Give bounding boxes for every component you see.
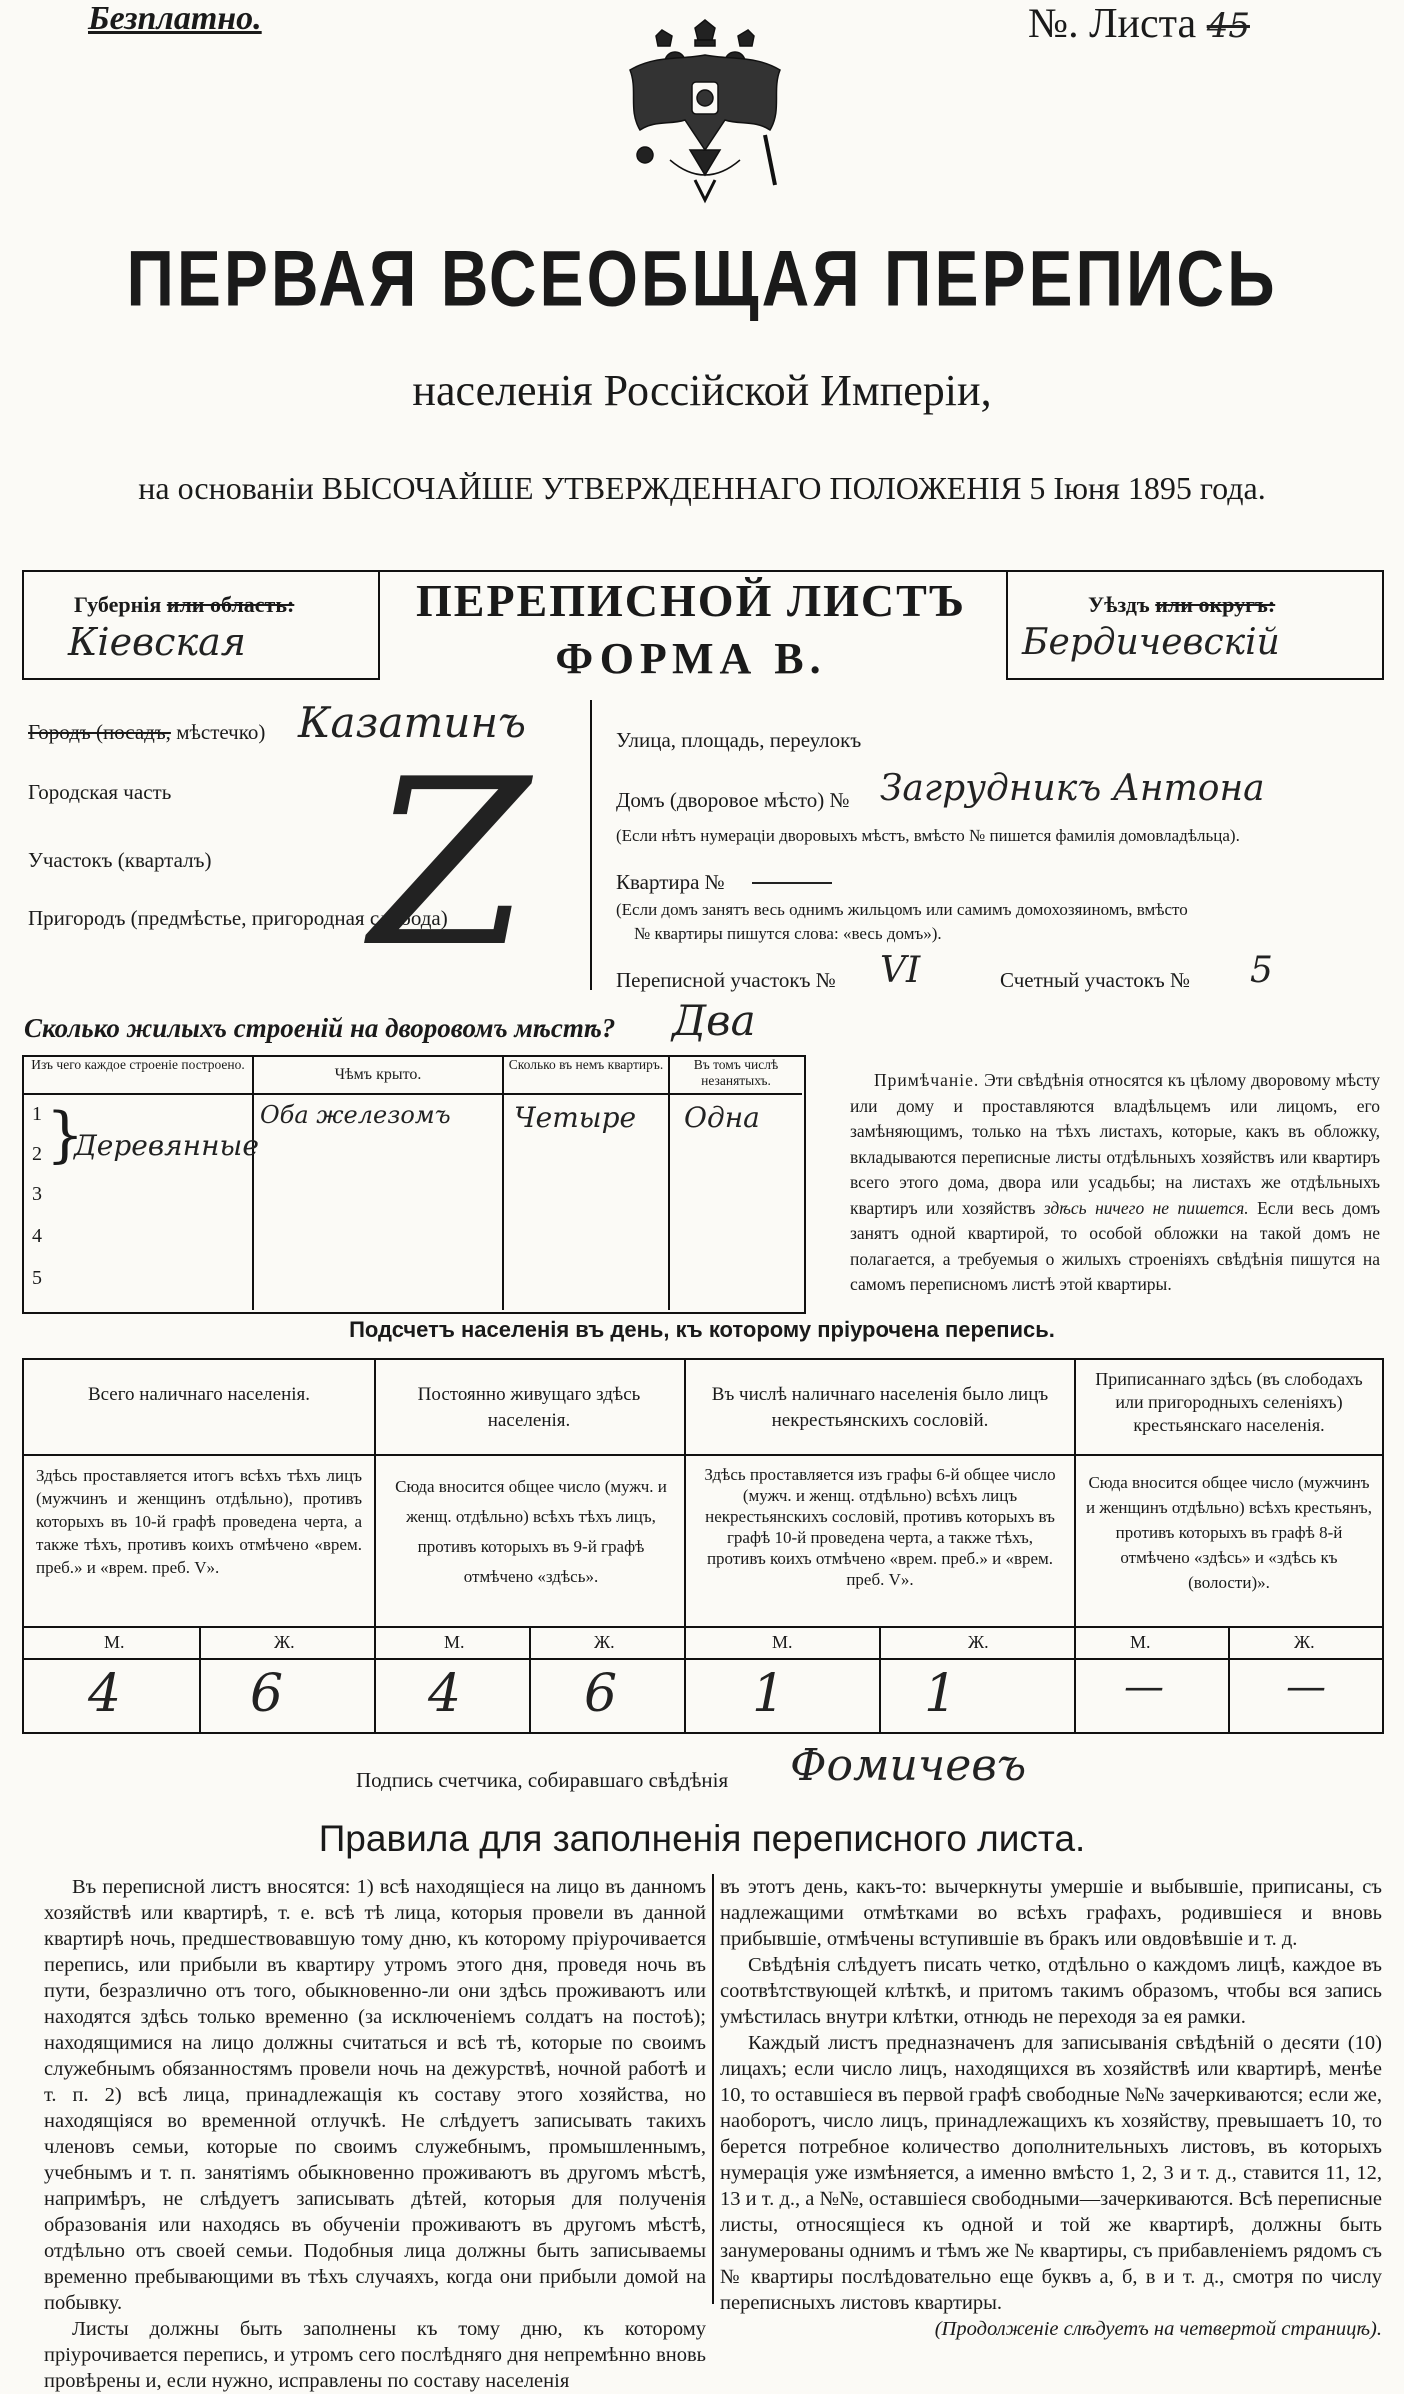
census-district-value: VI: [880, 950, 921, 991]
tally-m-label-2: М.: [444, 1632, 465, 1652]
tally-col-line-3: [1074, 1360, 1076, 1732]
main-title: ПЕРВАЯ ВСЕОБЩАЯ ПЕРЕПИСЬ: [126, 233, 1278, 323]
uezd-box: [1006, 570, 1384, 680]
subtitle: населенія Россійской Имперіи,: [412, 366, 992, 415]
rules-right-paragraph-3: Каждый листъ предназначенъ для записыванія свѣдѣній о десяти (10) лицахъ; если число лицъ, находящихся въ хозяйствѣ или квартирѣ, менѣе 10, то оставшіеся въ первой графѣ свободные №№ зачеркиваются; если же, наоборотъ, число лицъ, принадлежащихъ къ хозяйству, превышаетъ 10, то берется потребное количество дополнительныхъ листовъ, въ которыхъ нумерація уже измѣняется, а именно вмѣсто 1, 2, 3 и т. д., ставится 11, 12, 13 и т. д., а №№, оставшіеся свободными—зачеркиваются. Всѣ переписные листы, относящіеся къ одной и той же квартирѣ, должны быть занумерованы однимъ и тѣмъ же № квартиры, съ прибавленіемъ рядомъ съ № квартиры послѣдовательно еще буквъ а, б, в и т. д., смотря по числу переписныхъ листовъ квартиры.: [720, 2032, 1382, 2314]
apartment-dash: [752, 882, 832, 884]
rules-right-column: [720, 1874, 1382, 2342]
rules-divider: [712, 1874, 714, 2304]
city-line: [28, 720, 265, 745]
form-name: ПЕРЕПИСНОЙ ЛИСТЪ: [415, 575, 967, 626]
tally-permanent-m: 4: [428, 1664, 462, 1724]
buildings-answer: Два: [672, 996, 756, 1045]
building-roof: Оба железомъ: [260, 1101, 451, 1129]
buildings-table: [22, 1055, 806, 1314]
tally-f-label-3: Ж.: [968, 1632, 989, 1652]
rules-left-column: [44, 1874, 706, 2394]
tally-permanent-f: 6: [584, 1664, 618, 1724]
buildings-header-roof: Чѣмъ крыто.: [254, 1057, 504, 1095]
census-district-label: Переписной участокъ №: [616, 968, 836, 992]
free-label: Безплатно.: [88, 0, 262, 37]
basis-line: на основаніи ВЫСОЧАЙШЕ УТВЕРЖДЕННАГО ПОЛОЖЕНІЯ 5 Іюня 1895 года.: [138, 470, 1266, 506]
rules-continued: (Продолженіе слѣдуетъ на четвертой страницѣ).: [934, 2318, 1382, 2340]
city-part-label: Городская часть: [28, 780, 172, 804]
tally-f-label-4: Ж.: [1294, 1632, 1315, 1652]
note-block: [850, 1068, 1380, 1298]
building-apartments: Четыре: [514, 1101, 637, 1134]
buildings-question: Сколько жилыхъ строеній на дворовомъ мѣстѣ?: [24, 1013, 616, 1043]
rules-left-paragraph-2: Листы должны быть заполнены къ тому дню, къ которому пріурочивается перепись, и утромъ сего послѣдняго дня непремѣнно вновь провѣрены и, если нужно, исправлены по составу населенія: [44, 2318, 706, 2392]
building-material: Деревянные: [74, 1129, 259, 1162]
note-text-2: Если весь домъ занятъ одной квартирой, то особой обложки на такой домъ не полагается, а требуемыя о жилыхъ строеніяхъ свѣдѣнія пишутся на самомъ переписномъ листѣ этой квартиры.: [850, 1197, 1380, 1294]
tally-nonpeasant-f: 1: [924, 1664, 958, 1724]
uezd-label-line: [1088, 592, 1275, 618]
tally-f-label-1: Ж.: [274, 1632, 295, 1652]
row-number-2: 2: [32, 1143, 42, 1165]
coat-of-arms-eagle-icon: [600, 0, 810, 210]
tally-desc-line: [24, 1626, 1382, 1628]
gubernia-box: [22, 570, 380, 680]
tally-peasant-m: —: [1124, 1664, 1164, 1710]
rules-right-paragraph-1: въ этотъ день, какъ-то: вычеркнуты умершіе и выбывшіе, приписаны, съ надлежащими отмѣтками во всѣхъ графахъ, родившіеся и вновь прибывшіе, отмѣчены вступившіе въ бракъ или овдовѣвшіе и т. д.: [720, 1876, 1382, 1950]
tally-heading-permanent: Постоянно живущаго здѣсь населенія.: [417, 1384, 641, 1431]
signature-value: Фомичевъ: [790, 1740, 1027, 1791]
tally-total-m: 4: [88, 1664, 122, 1724]
tally-heading-peasant: Приписаннаго здѣсь (въ слободахъ или пригородныхъ селеніяхъ) крестьянскаго населенія.: [1095, 1369, 1363, 1435]
tally-peasant-f: —: [1286, 1664, 1326, 1710]
tally-nonpeasant-m: 1: [752, 1664, 786, 1724]
tally-desc-total: Здѣсь проставляется итогъ всѣхъ тѣхъ лицъ (мужчинъ и женщинъ отдѣльно), противъ которыхъ въ 10-й графѣ проведена черта, а также тѣхъ, противъ коихъ отмѣчено «врем. преб.» и «врем. преб. V».: [36, 1466, 362, 1577]
row-number-3: 3: [32, 1183, 42, 1205]
tally-m-label-1: М.: [104, 1632, 125, 1652]
buildings-header-vacant: Въ томъ числѣ незанятыхъ.: [670, 1057, 802, 1095]
rules-left-paragraph-1: Въ переписной листъ вносятся: 1) всѣ находящіеся на лицо въ данномъ хозяйствѣ или квартирѣ, т. е. всѣ тѣ лица, которыя провели въ данной квартирѣ ночь, предшествовавшую тому дню, къ которому пріурочивается перепись, или прибыли въ квартиру утромъ этого дня, проведя ночь въ пути, безразлично отъ того, обыкновенно-ли они здѣсь проживаютъ или находятся здѣсь только временно (за исключеніемъ солдатъ на постоѣ); находящимися на лицо должны считаться и всѣ тѣ, которые по своимъ служебнымъ обязанностямъ провели ночь на дежурствѣ, ночной работѣ и т. п. 2) всѣ лица, принадлежащія къ составу этого хозяйства, но находящіяся во временной отлучкѣ. Не слѣдуетъ записывать такихъ членовъ семьи, которые по своимъ служебнымъ, промышленнымъ, учебнымъ и т. п. занятіямъ обыкновенно проживаютъ въ другомъ мѣстѣ, напримѣръ, не слѣдуетъ записывать дѣтей, которыя для полученія образованія или находясь въ обученіи проживаютъ въ другомъ мѣстѣ, отдѣльно отъ своей семьи. Подобныя лица должны быть записываемы временно пребывающими въ тѣхъ случаяхъ, когда они прибыли домой на побывку.: [44, 1876, 706, 2314]
sheet-number: [1028, 0, 1250, 48]
row-number-1: 1: [32, 1103, 42, 1125]
gubernia-label-line: [74, 592, 294, 618]
tally-desc-peasant: Сюда вносится общее число (мужчинъ и женщинъ отдѣльно) всѣхъ крестьянъ, противъ которыхъ въ графѣ 8-й отмѣчено «здѣсь» и «здѣсь къ (волости)».: [1086, 1473, 1372, 1592]
uezd-label: Уѣздъ: [1088, 592, 1150, 617]
district-label: Участокъ (кварталъ): [28, 848, 212, 872]
tally-split-4: [1228, 1626, 1230, 1732]
tally-header-line: [24, 1454, 1382, 1456]
note-text-italic: здѣсь ничего не пишется.: [1043, 1197, 1249, 1218]
gubernia-strike: или область:: [166, 592, 295, 617]
house-value: Загрудникъ Антона: [880, 768, 1265, 809]
row-number-4: 4: [32, 1225, 42, 1247]
row-number-5: 5: [32, 1267, 42, 1289]
buildings-col-line-1: [252, 1093, 254, 1310]
tally-split-1: [199, 1626, 201, 1732]
city-strike: Городъ (посадъ,: [28, 720, 171, 744]
rules-right-paragraph-2: Свѣдѣнія слѣдуетъ писать четко, отдѣльно о каждомъ лицѣ, каждое въ соотвѣтствующей клѣткѣ, и притомъ такимъ образомъ, чтобы вся запись умѣстилась внутри клѣтки, отнюдь не переходя за ея рамки.: [720, 1954, 1382, 2028]
uezd-strike: или округъ:: [1155, 592, 1276, 617]
city-value: Казатинъ: [298, 698, 527, 747]
gubernia-value: Кіевская: [68, 620, 246, 664]
tally-m-label-3: М.: [772, 1632, 793, 1652]
building-vacant: Одна: [684, 1101, 760, 1134]
rules-title: Правила для заполненія переписного листа.: [318, 1818, 1086, 1859]
tally-heading-total: Всего наличнаго населенія.: [87, 1384, 311, 1405]
apartment-label: Квартира №: [616, 870, 725, 894]
tally-table: [22, 1358, 1384, 1734]
suburb-label: Пригородъ (предмѣстье, пригородная слобода): [28, 906, 448, 930]
buildings-header-apartments: Сколько въ немъ квартиръ.: [504, 1057, 670, 1095]
counting-district-value: 5: [1250, 950, 1273, 991]
signature-label: Подпись счетчика, собиравшаго свѣдѣнія: [356, 1768, 729, 1792]
tally-heading-nonpeasant: Въ числѣ наличнаго населенія было лицъ некрестьянскихъ сословій.: [711, 1384, 1049, 1431]
form-variant: ФОРМА В.: [555, 634, 827, 683]
tally-title: Подсчетъ населенія въ день, къ которому пріурочена перепись.: [349, 1317, 1055, 1342]
uezd-value: Бердичевскій: [1022, 622, 1280, 663]
note-text-1: Эти свѣдѣнія относятся къ цѣлому дворовому мѣсту или дому и проставляются владѣльцемъ или лицомъ, его замѣняющимъ, только на тѣхъ листахъ, которые, какъ въ обложку, вкладываются переписные листы отдѣльныхъ хозяйствъ или квартиръ всего этого дома, двора или усадьбы; на листахъ же отдѣльныхъ квартиръ или хозяйствъ: [850, 1070, 1381, 1218]
tally-f-label-2: Ж.: [594, 1632, 615, 1652]
rows-brace: }: [46, 1100, 85, 1170]
dash-mark: Z: [370, 731, 530, 998]
tally-total-f: 6: [250, 1664, 284, 1724]
tally-col-line-1: [374, 1360, 376, 1732]
apartment-note-1: (Если домъ занятъ весь однимъ жильцомъ или самимъ домохозяиномъ, вмѣсто: [616, 900, 1188, 919]
counting-district-label: Счетный участокъ №: [1000, 968, 1191, 992]
tally-desc-permanent: Сюда вносится общее число (мужч. и женщ. отдѣльно) всѣхъ тѣхъ лицъ, противъ которыхъ въ 9-й графѣ отмѣчено «здѣсь».: [395, 1477, 667, 1586]
sheet-number-label: №. Листа: [1028, 1, 1197, 47]
sheet-number-value: 45: [1206, 6, 1250, 46]
buildings-header-material: Изъ чего каждое строеніе построено.: [24, 1057, 254, 1095]
city-label: мѣстечко): [176, 720, 266, 744]
address-divider: [590, 700, 592, 990]
note-title: Примѣчаніе.: [874, 1070, 980, 1090]
gubernia-label: Губернія: [74, 592, 162, 617]
form-title-block: [376, 570, 1006, 684]
tally-col-line-2: [684, 1360, 686, 1732]
house-note: (Если нѣтъ нумераціи дворовыхъ мѣстъ, вмѣсто № пишется фамилія домовладѣльца).: [616, 826, 1240, 845]
apartment-note-2: № квартиры пишутся слова: «весь домъ»).: [634, 924, 942, 943]
street-label: Улица, площадь, переулокъ: [616, 728, 862, 752]
tally-mf-line: [24, 1658, 1382, 1660]
buildings-col-line-3: [668, 1093, 670, 1310]
tally-split-3: [879, 1626, 881, 1732]
tally-m-label-4: М.: [1130, 1632, 1151, 1652]
tally-desc-nonpeasant: Здѣсь проставляется изъ графы 6-й общее число (мужч. и женщ. отдѣльно) всѣхъ лицъ некрестьянскихъ сословій, противъ которыхъ въ графѣ 10-й проведена черта, а также тѣхъ, противъ коихъ отмѣчено «врем. преб.» и «врем. преб. V».: [704, 1465, 1056, 1589]
buildings-col-line-2: [502, 1093, 504, 1310]
house-label: Домъ (дворовое мѣсто) №: [616, 788, 850, 812]
tally-split-2: [529, 1626, 531, 1732]
